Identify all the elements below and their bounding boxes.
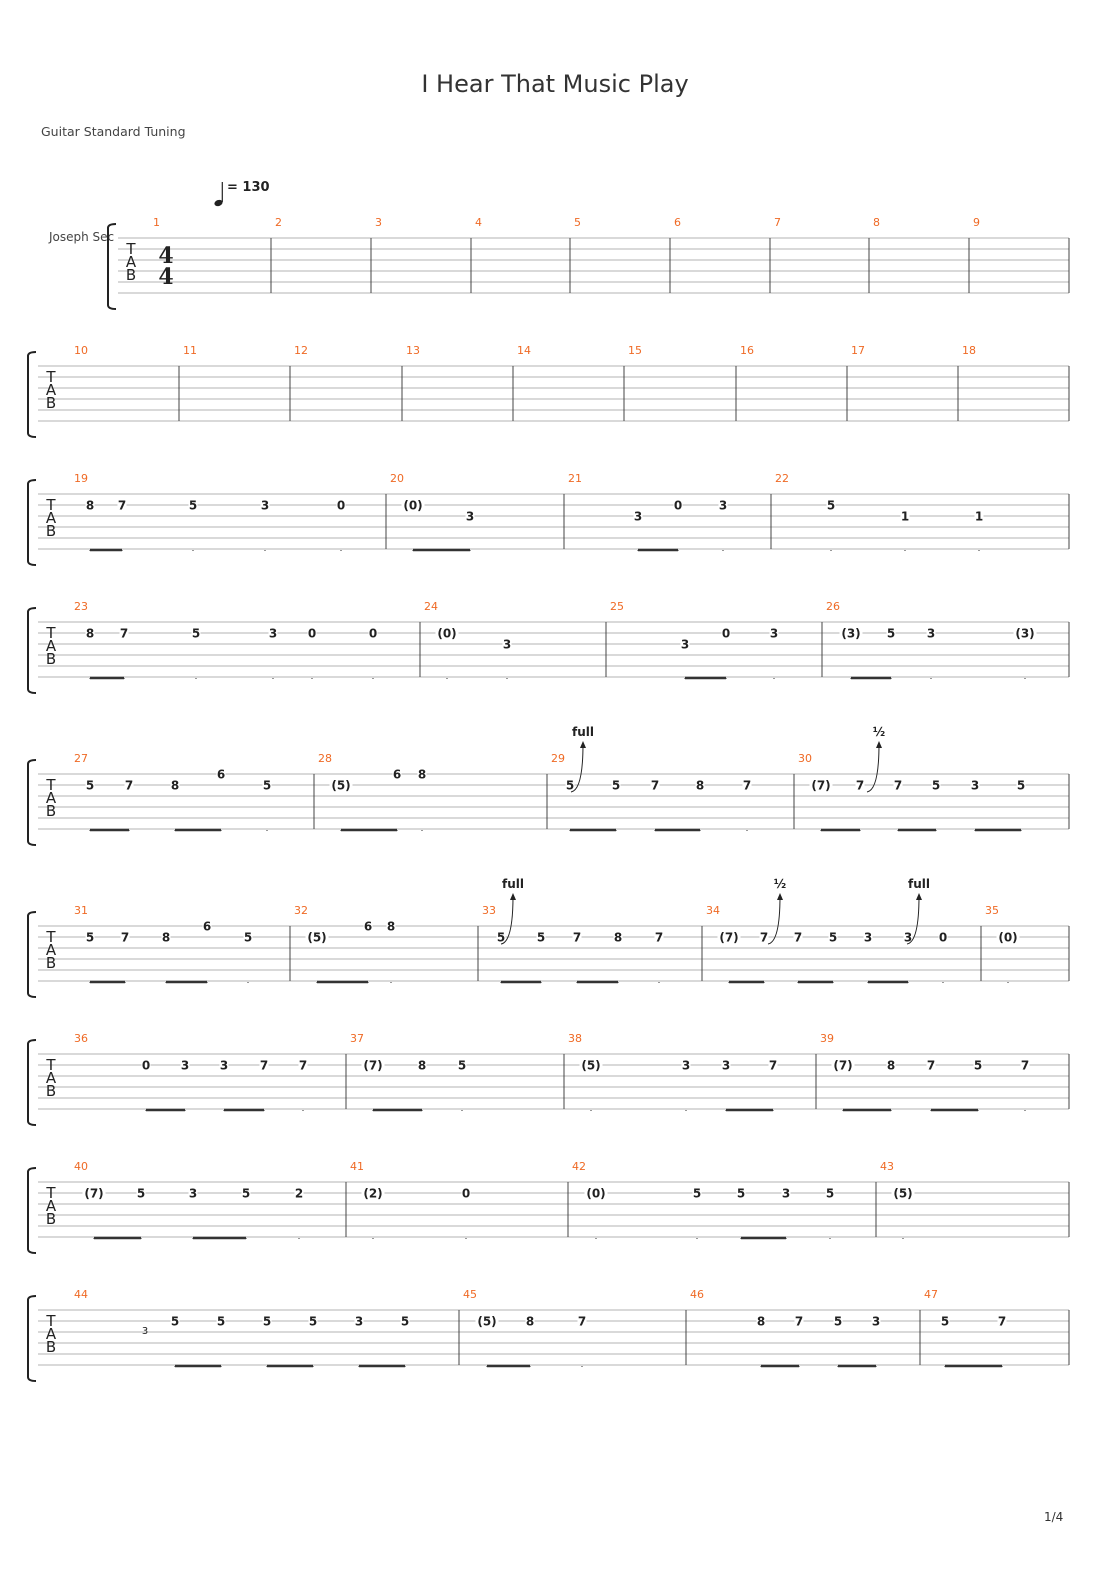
tab-clef-letter: A [45,381,57,399]
staff-system [28,752,1069,845]
fret-number: (7) [811,778,831,793]
fret-number: 6 [202,919,212,934]
fret-number: 7 [793,930,803,945]
tab-clef-letter: B [45,954,57,972]
fret-number: (0) [437,626,457,641]
measure-number: 4 [475,216,482,229]
fret-number: (7) [84,1186,104,1201]
fret-number: 6 [392,767,402,782]
fret-number: 5 [191,626,201,641]
fret-number: 5 [241,1186,251,1201]
measure-number: 37 [350,1032,364,1045]
fret-number: 8 [85,498,95,513]
page-number: 1/4 [1044,1510,1064,1524]
fret-number: 5 [216,1314,226,1329]
measure-number: 24 [424,600,438,613]
measure-number: 9 [973,216,980,229]
measure-number: 40 [74,1160,88,1173]
fret-number: 7 [794,1314,804,1329]
fret-number: 6 [363,919,373,934]
tab-clef-letter: B [45,650,57,668]
fret-number: 3 [633,509,643,524]
staff-system [28,344,1069,437]
fret-number: 3 [268,626,278,641]
fret-number: 8 [613,930,623,945]
fret-number: 0 [141,1058,151,1073]
fret-number: 5 [736,1186,746,1201]
fret-number: 7 [926,1058,936,1073]
tab-clef-letter: B [45,802,57,820]
measure-number: 1 [153,216,160,229]
tab-clef-letter: T [46,776,56,794]
fret-number: 7 [117,498,127,513]
fret-number: 3 [502,637,512,652]
measure-number: 35 [985,904,999,917]
measure-number: 22 [775,472,789,485]
fret-number: 0 [673,498,683,513]
staff-system [28,904,1069,997]
fret-number: 7 [768,1058,778,1073]
tab-clef-letter: A [45,789,57,807]
fret-number: 3 [680,637,690,652]
staff-bracket [28,480,36,565]
fret-number: 7 [298,1058,308,1073]
fret-number: (5) [893,1186,913,1201]
fret-number: 3 [769,626,779,641]
fret-number: 7 [124,778,134,793]
time-signature-top: 4 [158,243,174,269]
fret-number: (7) [719,930,739,945]
measure-number: 15 [628,344,642,357]
fret-number: 5 [692,1186,702,1201]
fret-number: (3) [1015,626,1035,641]
measure-number: 41 [350,1160,364,1173]
bend-arrow-icon [777,893,783,900]
measure-number: 36 [74,1032,88,1045]
bend-amount: full [572,725,594,739]
fret-number: (5) [331,778,351,793]
staff-bracket [28,1040,36,1125]
measure-number: 43 [880,1160,894,1173]
fret-number: 7 [759,930,769,945]
fret-number: 8 [85,626,95,641]
tab-clef-letter: B [45,394,57,412]
measure-number: 44 [74,1288,88,1301]
measure-number: 8 [873,216,880,229]
measure-number: 31 [74,904,88,917]
fret-number: 5 [536,930,546,945]
measure-number: 2 [275,216,282,229]
staff-system [108,216,1069,309]
staff-bracket [108,224,116,309]
measure-number: 47 [924,1288,938,1301]
fret-number: 5 [400,1314,410,1329]
bend-arrow-icon [916,893,922,900]
measure-number: 14 [517,344,531,357]
staff-system [28,600,1069,693]
fret-number: 7 [259,1058,269,1073]
fret-number: (7) [363,1058,383,1073]
staff-system [28,1160,1069,1253]
fret-number: 8 [525,1314,535,1329]
fret-number: 7 [577,1314,587,1329]
fret-number: 3 [721,1058,731,1073]
fret-number: 5 [85,778,95,793]
tab-clef-letter: T [46,496,56,514]
fret-number: 5 [611,778,621,793]
fret-number: 5 [170,1314,180,1329]
fret-number: (5) [477,1314,497,1329]
fret-number: 3 [260,498,270,513]
fret-number: 5 [940,1314,950,1329]
bend-amount: full [908,877,930,891]
measure-number: 23 [74,600,88,613]
fret-number: 5 [308,1314,318,1329]
measure-number: 46 [690,1288,704,1301]
fret-number: 7 [893,778,903,793]
measure-number: 42 [572,1160,586,1173]
measure-number: 6 [674,216,681,229]
fret-number: 1 [900,509,910,524]
fret-number: 1 [974,509,984,524]
time-signature-bottom: 4 [158,264,174,290]
measure-number: 39 [820,1032,834,1045]
fret-number: 7 [572,930,582,945]
fret-number: (0) [998,930,1018,945]
fret-number: 0 [336,498,346,513]
fret-number: 5 [931,778,941,793]
measure-number: 20 [390,472,404,485]
staff-bracket [28,1296,36,1381]
fret-number: 5 [826,498,836,513]
measure-number: 17 [851,344,865,357]
measure-number: 19 [74,472,88,485]
measure-number: 18 [962,344,976,357]
fret-number: 8 [695,778,705,793]
tab-clef-letter: A [125,253,137,271]
fret-number: 8 [417,1058,427,1073]
tab-clef-letter: B [45,522,57,540]
staff-bracket [28,1168,36,1253]
tuplet-number: 3 [141,1326,149,1337]
tab-clef-letter: T [126,240,136,258]
tab-clef-letter: A [45,1325,57,1343]
fret-number: 3 [718,498,728,513]
tab-clef-letter: B [45,1338,57,1356]
fret-number: 6 [216,767,226,782]
tab-clef-letter: T [46,368,56,386]
fret-number: 3 [188,1186,198,1201]
fret-number: 3 [681,1058,691,1073]
tab-clef-letter: T [46,928,56,946]
fret-number: 0 [721,626,731,641]
fret-number: 3 [465,509,475,524]
bend-amount: ½ [872,725,886,739]
tab-clef-letter: B [45,1210,57,1228]
fret-number: 3 [863,930,873,945]
tab-clef-letter: B [45,1082,57,1100]
fret-number: 5 [828,930,838,945]
fret-number: 3 [180,1058,190,1073]
measure-number: 34 [706,904,720,917]
tab-clef-letter: T [46,624,56,642]
fret-number: 0 [368,626,378,641]
fret-number: 5 [457,1058,467,1073]
measure-number: 45 [463,1288,477,1301]
measure-number: 26 [826,600,840,613]
staff-bracket [28,760,36,845]
fret-number: 8 [161,930,171,945]
bend-arrow-icon [580,741,586,748]
staff-system [28,1288,1069,1381]
fret-number: 5 [243,930,253,945]
fret-number: (0) [586,1186,606,1201]
measure-number: 28 [318,752,332,765]
tab-clef-letter: T [46,1056,56,1074]
tab-clef-letter: A [45,509,57,527]
fret-number: 7 [654,930,664,945]
fret-number: 3 [970,778,980,793]
tab-clef-letter: T [46,1312,56,1330]
bend-arrow-icon [876,741,882,748]
tab-clef-letter: A [45,1197,57,1215]
measure-number: 38 [568,1032,582,1045]
fret-number: 5 [565,778,575,793]
fret-number: 7 [1020,1058,1030,1073]
track-name: Joseph Sec [49,230,115,244]
measure-number: 25 [610,600,624,613]
fret-number: 0 [461,1186,471,1201]
measure-number: 16 [740,344,754,357]
measure-number: 33 [482,904,496,917]
measure-number: 12 [294,344,308,357]
fret-number: 7 [855,778,865,793]
fret-number: 3 [781,1186,791,1201]
fret-number: 0 [938,930,948,945]
tab-clef-letter: T [46,1184,56,1202]
tab-clef-letter: A [45,637,57,655]
measure-number: 30 [798,752,812,765]
fret-number: 5 [188,498,198,513]
fret-number: 8 [170,778,180,793]
measure-number: 7 [774,216,781,229]
tuning-label: Guitar Standard Tuning [41,124,186,139]
bend-amount: ½ [773,877,787,891]
fret-number: 0 [307,626,317,641]
fret-number: 5 [262,1314,272,1329]
song-title: I Hear That Music Play [421,70,689,98]
tab-clef-letter: A [45,1069,57,1087]
fret-number: 5 [973,1058,983,1073]
fret-number: 5 [136,1186,146,1201]
bend-marking [768,877,786,944]
fret-number: 7 [650,778,660,793]
fret-number: 7 [997,1314,1007,1329]
measure-number: 32 [294,904,308,917]
measure-number: 29 [551,752,565,765]
fret-number: 3 [903,930,913,945]
staff-bracket [28,608,36,693]
fret-number: 5 [85,930,95,945]
staff-system [28,1032,1069,1125]
measure-number: 13 [406,344,420,357]
fret-number: 5 [262,778,272,793]
bend-arrow-icon [510,893,516,900]
staff-bracket [28,352,36,437]
fret-number: 3 [926,626,936,641]
fret-number: 5 [833,1314,843,1329]
fret-number: 7 [119,626,129,641]
tab-clef-letter: B [125,266,137,284]
staff-system [28,472,1069,565]
fret-number: 2 [294,1186,304,1201]
measure-number: 10 [74,344,88,357]
fret-number: 3 [354,1314,364,1329]
fret-number: 3 [219,1058,229,1073]
fret-number: 3 [871,1314,881,1329]
measure-number: 3 [375,216,382,229]
bend-marking [867,725,885,792]
bend-amount: full [502,877,524,891]
tempo-value: = 130 [227,180,270,195]
fret-number: 5 [1016,778,1026,793]
measure-number: 11 [183,344,197,357]
fret-number: 5 [886,626,896,641]
fret-number: (0) [403,498,423,513]
fret-number: 8 [756,1314,766,1329]
fret-number: 7 [120,930,130,945]
fret-number: (2) [363,1186,383,1201]
fret-number: 7 [742,778,752,793]
fret-number: (5) [581,1058,601,1073]
fret-number: (7) [833,1058,853,1073]
measure-number: 5 [574,216,581,229]
fret-number: 8 [386,919,396,934]
tab-clef-letter: A [45,941,57,959]
fret-number: 8 [886,1058,896,1073]
fret-number: 5 [825,1186,835,1201]
measure-number: 21 [568,472,582,485]
fret-number: (5) [307,930,327,945]
staff-bracket [28,912,36,997]
measure-number: 27 [74,752,88,765]
fret-number: 8 [417,767,427,782]
fret-number: (3) [841,626,861,641]
fret-number: 5 [496,930,506,945]
